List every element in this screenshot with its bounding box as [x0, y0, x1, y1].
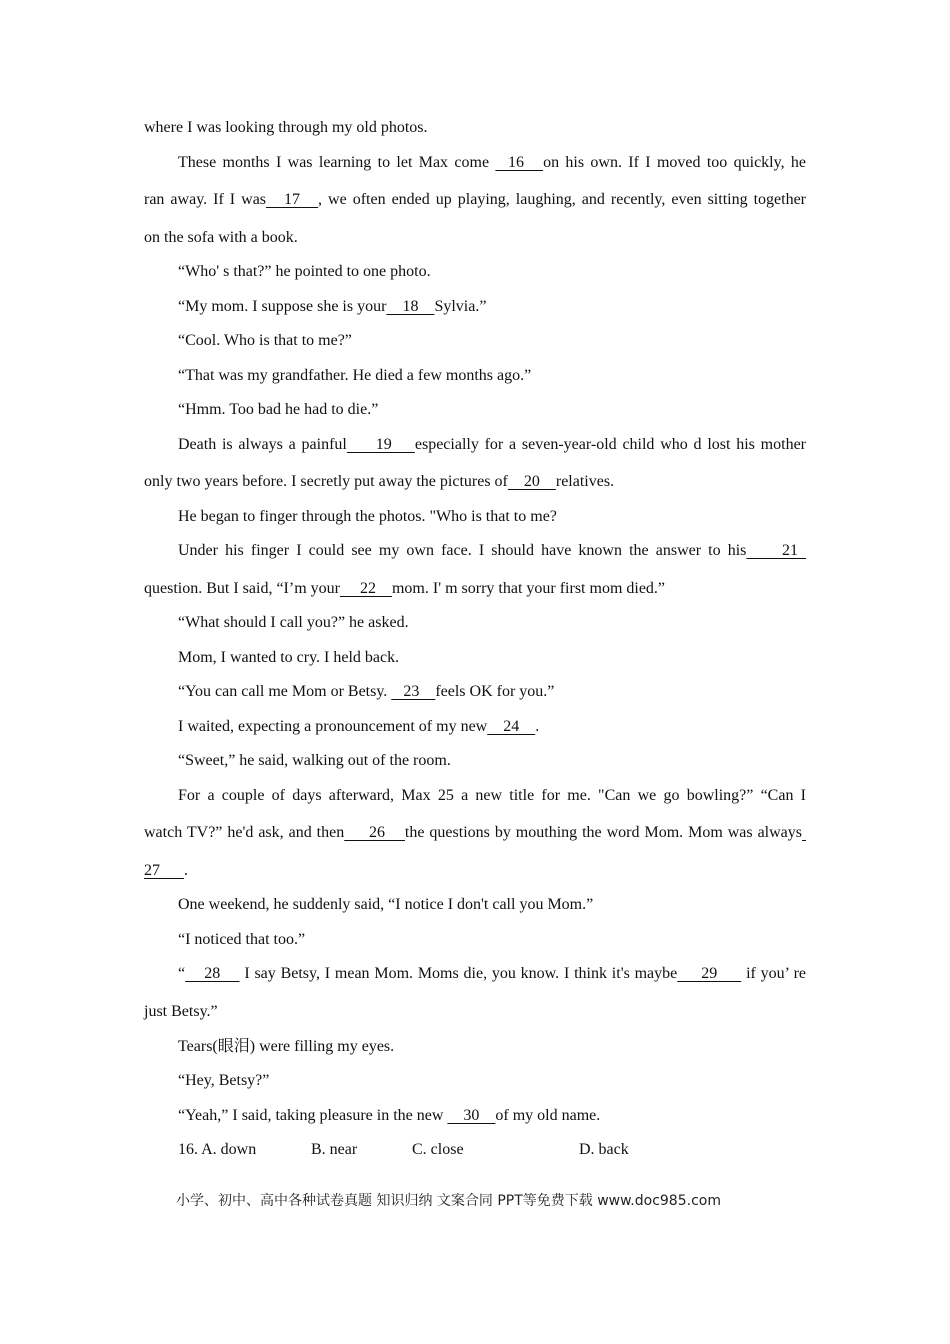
line-text: Mom, I wanted to cry. I held back. — [178, 649, 400, 666]
line-text: These months I was learning to let Max come — [178, 154, 496, 171]
line-text: “I noticed that too.” — [178, 931, 306, 948]
question-16-options — [178, 1140, 778, 1160]
dialogue-line — [178, 400, 806, 420]
line-text: just Betsy.” — [144, 1003, 218, 1020]
blank-23: 23 — [391, 683, 436, 700]
line-text: Sylvia.” — [434, 298, 487, 315]
line-text: where I was looking through my old photos. — [144, 119, 428, 136]
blank-19: 19 — [346, 436, 415, 453]
line-text: Under his finger I could see my own face. I should have known the answer to his — [178, 542, 747, 559]
blank-29: 29 — [677, 965, 742, 982]
text-line — [144, 1002, 806, 1022]
blank-30: 30 — [447, 1107, 496, 1124]
line-text: “That was my grandfather. He died a few months ago.” — [178, 367, 532, 384]
line-text: He began to finger through the photos. "Who is that to me? — [178, 508, 557, 525]
line-text: I waited, expecting a pronouncement of my new — [178, 718, 488, 735]
blank-24: 24 — [487, 718, 536, 735]
line-text: relatives. — [555, 473, 615, 490]
line-text: . — [535, 718, 540, 735]
text-line-with-blank — [178, 682, 806, 702]
dialogue-line — [178, 262, 806, 282]
blank-17: 17 — [266, 191, 319, 208]
line-text: on his own. If I moved too quickly, he — [543, 154, 807, 171]
line-text: “ — [178, 965, 186, 982]
line-text: “You can call me Mom or Betsy. — [178, 683, 392, 700]
text-line-with-blank — [144, 861, 806, 881]
line-text: I say Betsy, I mean Mom. Moms die, you know. I think it's maybe — [239, 965, 678, 982]
line-text: “Sweet,” he said, walking out of the room. — [178, 752, 451, 769]
line-text: of my old name. — [495, 1107, 601, 1124]
line-text: “What should I call you?” he asked. — [178, 614, 409, 631]
blank-27-start — [802, 824, 806, 841]
line-text: “Hmm. Too bad he had to die.” — [178, 401, 379, 418]
line-text: especially for a seven-year-old child who d lost his mother — [414, 436, 806, 453]
blank-16: 16 — [495, 154, 544, 171]
dialogue-line — [178, 930, 806, 950]
line-text: Death is always a painful — [178, 436, 347, 453]
line-text: ran away. If I was — [144, 191, 267, 208]
line-text: if you’ re — [741, 965, 807, 982]
text-line-with-blank — [178, 1106, 806, 1126]
line-text: the questions by mouthing the word Mom. Mom was always — [404, 824, 803, 841]
blank-18: 18 — [386, 298, 435, 315]
line-text: mom. I' m sorry that your first mom died.” — [391, 580, 666, 597]
blank-22: 22 — [339, 580, 392, 597]
text-line-with-blank — [144, 579, 806, 599]
dialogue-line — [178, 366, 806, 386]
text-line — [178, 1037, 806, 1057]
text-line-with-blank — [178, 297, 806, 317]
line-text: , we often ended up playing, laughing, and recently, even sitting together — [318, 191, 807, 208]
line-text: feels OK for you.” — [435, 683, 555, 700]
dialogue-line — [178, 331, 806, 351]
text-line-with-blank — [178, 541, 806, 561]
line-text: . — [184, 862, 188, 879]
option-b: B. near — [311, 1141, 358, 1158]
text-line-with-blank — [178, 964, 806, 984]
text-line-with-blank — [178, 717, 806, 737]
text-line-with-blank — [144, 472, 806, 492]
option-c: C. close — [412, 1141, 464, 1158]
blank-27: 27 — [144, 862, 184, 879]
text-line-with-blank — [178, 153, 806, 173]
line-text: question. But I said, “I’m your — [144, 580, 340, 597]
line-text: watch TV?” he'd ask, and then — [144, 824, 345, 841]
line-text: One weekend, he suddenly said, “I notice I don't call you Mom.” — [178, 896, 594, 913]
line-text: For a couple of days afterward, Max 25 a new title for me. "Can we go bowling?” “Can I — [178, 787, 806, 804]
blank-21: 21 — [746, 542, 807, 559]
text-line-with-blank — [144, 190, 806, 210]
option-d: D. back — [579, 1141, 629, 1158]
line-text: “My mom. I suppose she is your — [178, 298, 387, 315]
text-line-with-blank — [144, 823, 806, 843]
dialogue-line — [178, 895, 806, 915]
line-text: “Cool. Who is that to me?” — [178, 332, 352, 349]
text-line — [178, 786, 806, 806]
text-line — [144, 118, 806, 138]
line-text: Tears(眼泪) were filling my eyes. — [178, 1038, 395, 1055]
text-line — [178, 507, 806, 527]
text-line — [144, 228, 806, 248]
line-text: only two years before. I secretly put away the pictures of — [144, 473, 508, 490]
dialogue-line — [178, 613, 806, 633]
footer-watermark: 小学、初中、高中各种试卷真题 知识归纳 文案合同 PPT等免费下载 www.doc985.com — [176, 1193, 721, 1209]
blank-26: 26 — [344, 824, 405, 841]
blank-28: 28 — [185, 965, 240, 982]
dialogue-line — [178, 1071, 806, 1091]
dialogue-line — [178, 751, 806, 771]
line-text: “Yeah,” I said, taking pleasure in the new — [178, 1107, 448, 1124]
line-text: “Hey, Betsy?” — [178, 1072, 270, 1089]
line-text: on the sofa with a book. — [144, 229, 298, 246]
text-line — [178, 648, 806, 668]
option-a: 16. A. down — [178, 1141, 257, 1158]
blank-20: 20 — [507, 473, 556, 490]
line-text: “Who' s that?” he pointed to one photo. — [178, 263, 431, 280]
text-line-with-blank — [178, 435, 806, 455]
